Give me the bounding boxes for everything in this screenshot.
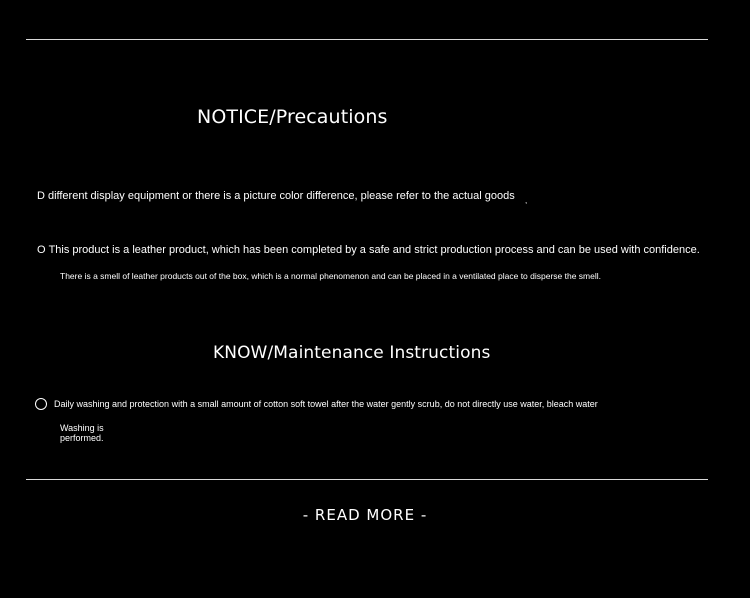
maintenance-item-text: Daily washing and protection with a small amount of cotton soft towel after the water gently scrub, do not directly use water, bleach water <box>54 399 598 409</box>
notice-line-display-difference <box>37 190 515 202</box>
stray-mark: , <box>525 196 528 205</box>
notice-line-leather-product <box>37 244 700 256</box>
circle-bullet-icon <box>35 398 47 410</box>
bottom-divider <box>26 479 708 480</box>
notice-line-text: This product is a leather product, which has been completed by a safe and strict production process and can be used with confidence. <box>48 244 700 256</box>
read-more-button[interactable]: - READ MORE - <box>302 506 428 524</box>
know-title: KNOW/Maintenance Instructions <box>213 343 491 363</box>
maintenance-item-subtext: Washing is performed. <box>60 423 104 443</box>
maintenance-item <box>35 398 598 410</box>
notice-line-text: different display equipment or there is a picture color difference, please refer to the actual goods <box>47 190 515 202</box>
bullet-marker: D <box>37 190 45 202</box>
notice-line-smell: There is a smell of leather products out of the box, which is a normal phenomenon and can be placed in a ventilated place to disperse the smell. <box>60 271 602 281</box>
bullet-marker: O <box>37 244 46 256</box>
top-divider <box>26 39 708 40</box>
notice-title: NOTICE/Precautions <box>197 106 388 128</box>
